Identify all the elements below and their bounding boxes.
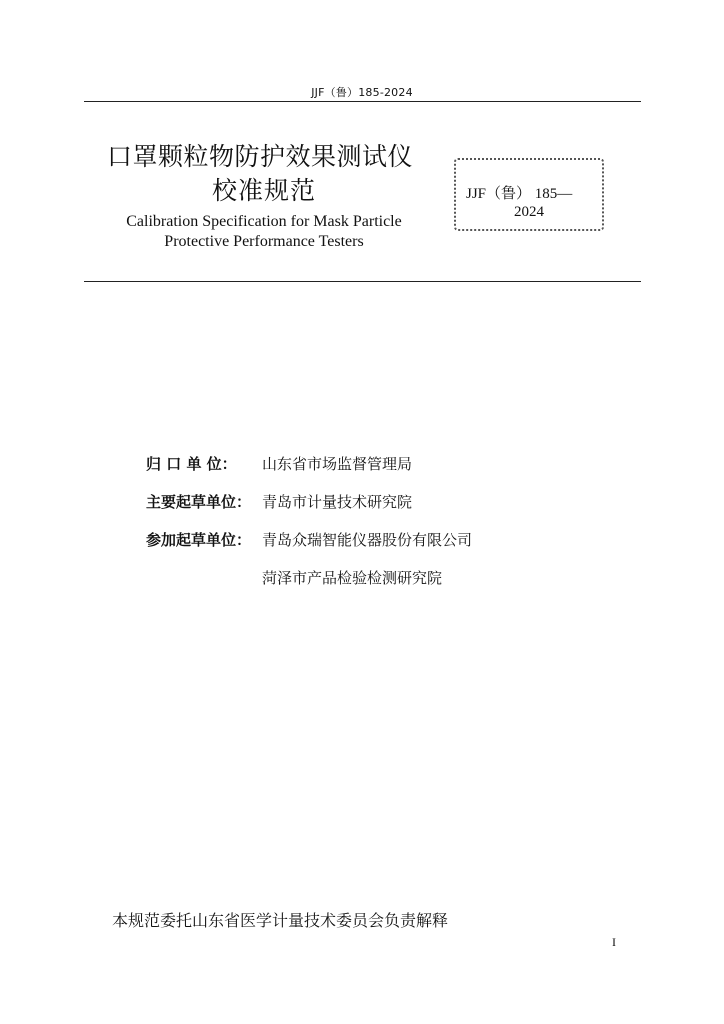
title-en-line1: Calibration Specification for Mask Particle <box>126 213 402 230</box>
org-label-main: 主要起草单位： <box>146 493 252 511</box>
org-row-participating-2 <box>146 566 442 590</box>
org-label-participating: 参加起草单位： <box>146 531 252 549</box>
org-value-main: 青岛市计量技术研究院 <box>262 493 413 511</box>
org-label-responsible: 归 口 单 位： <box>146 455 237 473</box>
footer-note: 本规范委托山东省医学计量技术委员会负责解释 <box>112 911 449 930</box>
header-code: JJF（鲁）185-2024 <box>311 86 413 99</box>
title-block <box>84 140 444 252</box>
org-value-participating-1: 青岛众瑞智能仪器股份有限公司 <box>262 531 473 549</box>
title-zh-line2: 校准规范 <box>211 176 316 205</box>
code-box-line2: 2024 <box>514 204 544 220</box>
title-zh-line1: 口罩颗粒物防护效果测试仪 <box>106 142 413 171</box>
code-box-line1: JJF（鲁） 185— <box>466 186 573 202</box>
title-rule <box>84 281 641 282</box>
code-box <box>454 158 604 231</box>
page-number: I <box>612 935 616 949</box>
org-value-participating-2: 菏泽市产品检验检测研究院 <box>262 569 443 587</box>
org-value-responsible: 山东省市场监督管理局 <box>262 455 413 473</box>
org-row-main <box>146 490 412 514</box>
org-row-participating <box>146 528 472 552</box>
org-row-responsible <box>146 452 412 476</box>
header-rule <box>84 101 641 102</box>
title-en-line2: Protective Performance Testers <box>164 233 364 250</box>
